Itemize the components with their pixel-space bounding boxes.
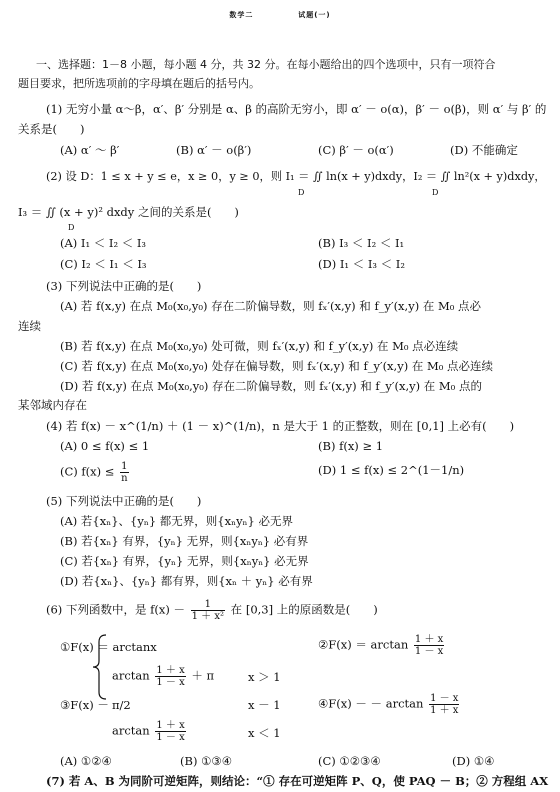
q3-option-d-line2: 某邻域内存在 (18, 398, 87, 412)
q6-function-4 (318, 693, 461, 716)
q6-stem-fraction (191, 599, 225, 622)
q6-function-3-case-3-condition: x ＜ 1 (248, 726, 281, 740)
q7-stem: (7) 若 A、B 为同阶可逆矩阵，则结论：“① 存在可逆矩阵 P、Q，使 PAQ － B；② 方程组 AX (46, 774, 549, 788)
q6-function-3-case-3-fraction (155, 720, 185, 743)
q6-function-2-numerator: 1 ＋ x (414, 634, 444, 645)
q3-option-c: (C) 若 f(x,y) 在点 M₀(x₀,y₀) 处存在偏导数，则 fₓ′(x,y) 和 f_y′(x,y) 在 M₀ 点必连续 (60, 359, 494, 373)
q6-function-3-case-2-condition: x － 1 (248, 698, 281, 712)
q3-option-b: (B) 若 f(x,y) 在点 M₀(x₀,y₀) 处可微，则 fₓ′(x,y) 和 f_y′(x,y) 在 M₀ 点必连续 (60, 339, 459, 353)
q4-option-c-prefix: (C) f(x) ≤ (60, 464, 115, 479)
q4-option-c-denominator: n (121, 473, 128, 484)
q6-function-4-denominator: 1 ＋ x (430, 705, 459, 716)
q6-function-3-case-1-numerator: 1 ＋ x (156, 665, 185, 676)
q4-option-b: (B) f(x) ≥ 1 (318, 439, 384, 453)
q6-function-1: ①F(x) ＝ arctanx (60, 640, 157, 654)
page-title (0, 8, 560, 22)
q1-stem-line1: (1) 无穷小量 α～β，α′、β′ 分别是 α、β 的高阶无穷小，即 α′ － o(α)，β′ － o(β)，则 α′ 与 β′ 的 (46, 102, 547, 116)
q3-option-d-line1: (D) 若 f(x,y) 在点 M₀(x₀,y₀) 存在二阶偏导数，则 fₓ′(x,y) 和 f_y′(x,y) 在 M₀ 点的 (60, 379, 482, 393)
q6-option-d: (D) ①④ (452, 754, 495, 768)
q4-option-d: (D) 1 ≤ f(x) ≤ 2^(1－1/n) (318, 463, 465, 477)
q1-option-c: (C) β′ － o(α′) (318, 143, 394, 157)
q2-stem-line1: (2) 设 D：1 ≤ x + y ≤ e，x ≥ 0，y ≥ 0，则 I₁ ＝ ∬ ln(x + y)dxdy，I₂ ＝ ∬ ln²(x + y)dxdy， (46, 170, 546, 183)
q6-stem (46, 599, 378, 622)
q6-function-3-case-3-numerator: 1 ＋ x (156, 720, 185, 731)
q6-stem-prefix: (6) 下列函数中，是 f(x) － (46, 602, 185, 617)
q4-option-c-fraction (120, 461, 128, 484)
q2-stem-line2: I₃ ＝ ∬ (x + y)² dxdy 之间的关系是( ) (18, 205, 239, 219)
title-sub: 试题(一) (298, 11, 331, 19)
q4-option-c-numerator: 1 (121, 461, 128, 472)
q5-option-c: (C) 若{xₙ} 有界，{yₙ} 无界，则{xₙyₙ} 必无界 (60, 554, 309, 568)
q6-function-3-case-3 (112, 720, 188, 743)
section-intro-line2: 题目要求，把所选项前的字母填在题后的括号内。 (18, 77, 260, 90)
q6-function-4-fraction (429, 693, 459, 716)
q6-function-2-fraction (414, 634, 444, 657)
q2-domain-mark-2: D (432, 188, 439, 197)
q2-option-b: (B) I₃ ＜ I₂ ＜ I₁ (318, 236, 405, 250)
q5-option-d: (D) 若{xₙ}、{yₙ} 都有界，则{xₙ ＋ yₙ} 必有界 (60, 574, 313, 588)
q6-function-2 (318, 634, 446, 657)
q5-option-a: (A) 若{xₙ}、{yₙ} 都无界，则{xₙyₙ} 必无界 (60, 514, 294, 528)
q6-function-4-prefix: ④F(x) － － arctan (318, 696, 424, 711)
q6-function-3-case-2: π/2 (112, 698, 131, 712)
q4-stem: (4) 若 f(x) － x^(1/n) ＋ (1 － x)^(1/n)，n 是大于 1 的正整数，则在 [0,1] 上必有( ) (46, 419, 515, 433)
q6-stem-numerator: 1 (191, 599, 225, 611)
q3-option-a-line2: 连续 (18, 319, 41, 333)
q6-function-3-case-1 (112, 665, 214, 688)
q2-domain-mark-3: D (68, 223, 75, 232)
q6-option-c: (C) ①②③④ (318, 754, 381, 768)
q6-option-a: (A) ①②④ (60, 754, 112, 768)
q4-option-c (60, 461, 131, 484)
q2-option-a: (A) I₁ ＜ I₂ ＜ I₃ (60, 236, 147, 250)
q1-option-b: (B) α′ － o(β′) (176, 143, 252, 157)
q6-function-3-case-3-prefix: arctan (112, 723, 150, 738)
q6-function-3-case-1-condition: x ＞ 1 (248, 670, 281, 684)
q1-stem-line2: 关系是( ) (18, 122, 85, 136)
q1-option-d: (D) 不能确定 (450, 143, 518, 157)
q6-option-b: (B) ①③④ (180, 754, 233, 768)
q3-option-a-line1: (A) 若 f(x,y) 在点 M₀(x₀,y₀) 存在二阶偏导数，则 fₓ′(x,y) 和 f_y′(x,y) 在 M₀ 点必 (60, 299, 482, 313)
q6-function-2-denominator: 1 － x (414, 646, 444, 657)
q6-function-4-numerator: 1 － x (430, 693, 459, 704)
q6-function-3-case-1-prefix: arctan (112, 668, 150, 683)
q6-function-3-case-3-denominator: 1 － x (156, 732, 185, 743)
q6-function-3-case-1-denominator: 1 － x (156, 677, 185, 688)
q6-function-3-case-1-fraction (155, 665, 185, 688)
q6-stem-denominator: 1 ＋ x² (191, 611, 225, 622)
section-intro-line1: 一、选择题：1－8 小题，每小题 4 分，共 32 分。在每小题给出的四个选项中，只有一项符合 (36, 58, 496, 71)
q2-option-d: (D) I₁ ＜ I₃ ＜ I₂ (318, 257, 405, 271)
q6-function-2-prefix: ②F(x) ＝ arctan (318, 637, 409, 652)
q2-option-c: (C) I₂ ＜ I₁ ＜ I₃ (60, 257, 147, 271)
q5-stem: (5) 下列说法中正确的是( ) (46, 494, 202, 508)
q6-stem-suffix: 在 [0,3] 上的原函数是( ) (230, 602, 378, 617)
left-brace-icon (92, 634, 108, 700)
q6-function-3-label: ③F(x) － (60, 698, 109, 712)
q6-function-3-case-1-suffix: ＋ π (191, 668, 215, 683)
q1-option-a: (A) α′ ～ β′ (60, 143, 120, 157)
q5-option-b: (B) 若{xₙ} 有界，{yₙ} 无界，则{xₙyₙ} 必有界 (60, 534, 309, 548)
q2-domain-mark-1: D (298, 188, 305, 197)
q4-option-a: (A) 0 ≤ f(x) ≤ 1 (60, 439, 150, 453)
q3-stem: (3) 下列说法中正确的是( ) (46, 279, 202, 293)
title-main: 数学二 (229, 11, 254, 19)
